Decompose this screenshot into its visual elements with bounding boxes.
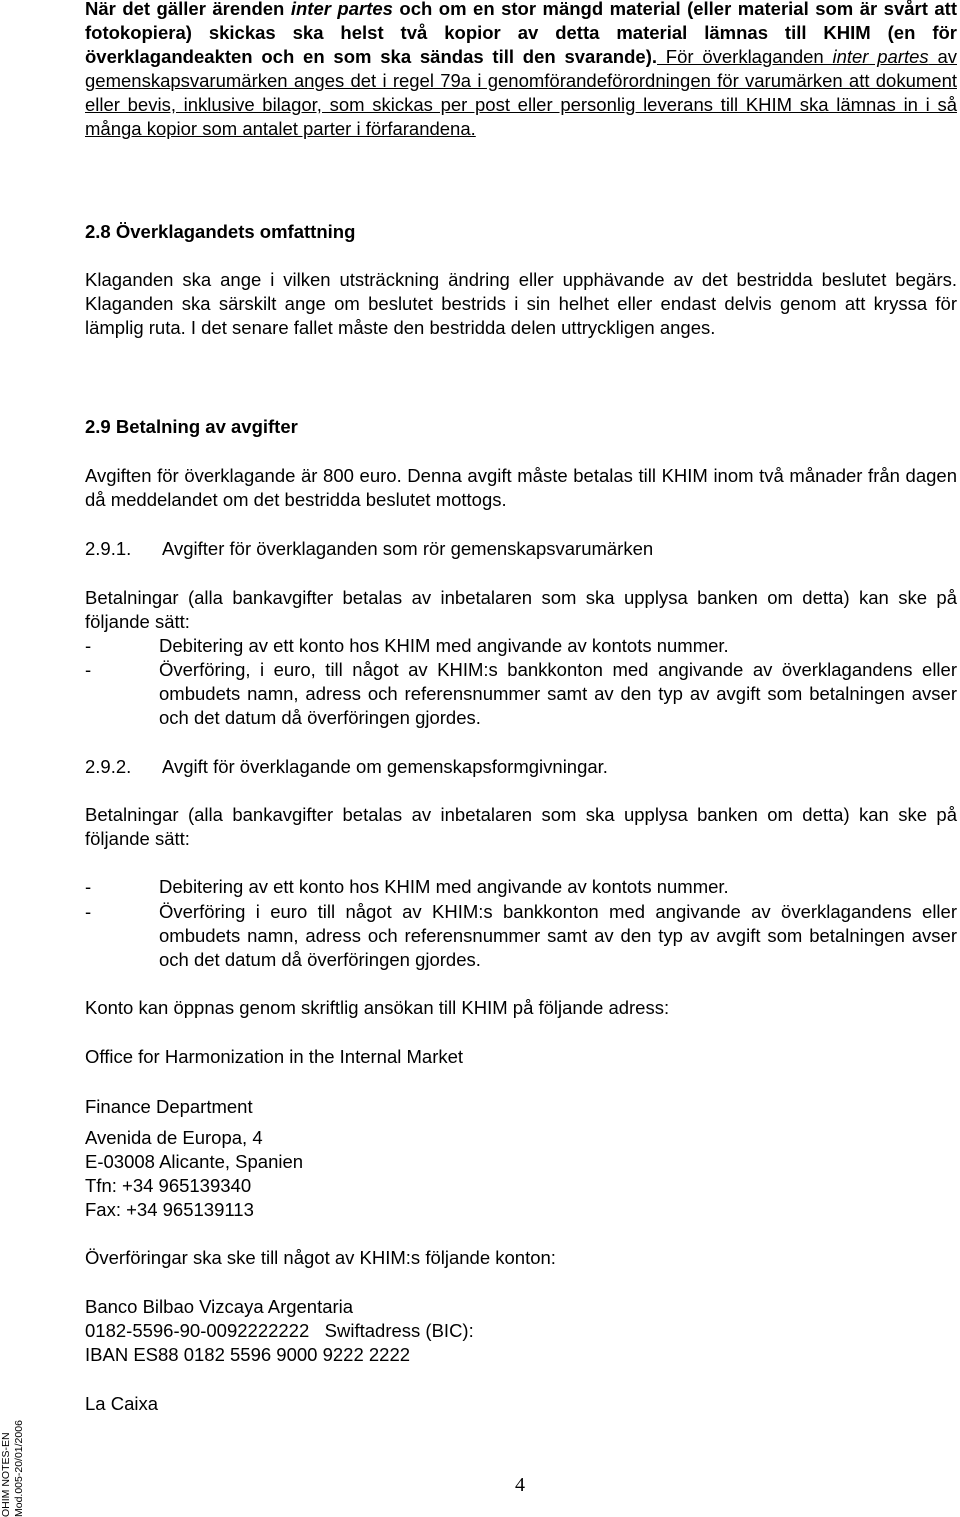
list-item: - Överföring i euro till något av KHIM:s bankkonton med angivande av överklagandens eller ombudets namn, adress och referensnummer samt av den typ av avgift som betalningen avser och det datum då överföringen gjordes. [85,901,957,970]
bank1-iban: IBAN ES88 0182 5596 9000 9222 2222 [85,1344,411,1365]
intro-paragraph [85,0,957,141]
account-open-text: Konto kan öppnas genom skriftlig ansökan till KHIM på följande adress: [85,997,670,1018]
list-item: - Debitering av ett konto hos KHIM med angivande av kontots nummer. [85,876,729,897]
section-2-8-text: Klaganden ska ange i vilken utsträckning ändring eller upphävande av det bestridda beslutet begärs. Klaganden ska särskilt ange om beslutet bestrids i sin helhet eller endast delvis genom att kryssa för lämplig ruta. I det senare fallet måste den bestridda delen uttryckligen anges. [85,269,957,338]
section-2-9-1-heading: 2.9.1. Avgifter för överklaganden som rör gemenskapsvarumärken [85,538,654,559]
list-item: - Debitering av ett konto hos KHIM med angivande av kontots nummer. [85,635,729,656]
section-2-9-text: Avgiften för överklagande är 800 euro. Denna avgift måste betalas till KHIM inom två månader från dagen då meddelandet om det bestridda beslutet mottogs. [85,465,957,510]
intro-underlined-text: För överklaganden inter partes av gemenskapsvarumärken anges det i regel 79a i genomförandeförordningen för varumärken att dokument eller bevis, inklusive bilagor, som skickas per post eller personlig leverans till KHIM ska lämnas in i så många kopior som antalet parter i förfarandena. [85,46,957,139]
section-2-8-heading: 2.8 Överklagandets omfattning [85,221,356,242]
page-number: 4 [515,1474,525,1496]
bank1-name: Banco Bilbao Vizcaya Argentaria [85,1296,354,1317]
section-2-9-1-text: Betalningar (alla bankavgifter betalas av inbetalaren som ska upplysa banken om detta) kan ske på följande sätt: [85,587,957,632]
intro-bold-text: När det gäller ärenden inter partes och om en stor mängd material (eller material som är svårt att fotokopiera) skickas ska helst två kopior av detta material lämnas till KHIM (en för överklagandeakten och en som ska sändas till den svarande). [85,0,958,67]
section-2-9-heading: 2.9 Betalning av avgifter [85,416,298,437]
side-footer-note: OHIM NOTES-EN Mod.005-20/01/2006 [0,1420,25,1517]
address-dept: Finance Department [85,1096,253,1117]
bank1-account: 0182-5596-90-0092222222 Swiftadress (BIC): [85,1320,474,1341]
address-city: E-03008 Alicante, Spanien [85,1151,304,1172]
address-phone: Tfn: +34 965139340 [85,1175,252,1196]
section-2-9-2-text: Betalningar (alla bankavgifter betalas av inbetalaren som ska upplysa banken om detta) kan ske på följande sätt: [85,804,957,849]
address-org: Office for Harmonization in the Internal Market [85,1046,464,1067]
bank2-name: La Caixa [85,1393,159,1414]
list-item: - Överföring, i euro, till något av KHIM:s bankkonton med angivande av överklagandens eller ombudets namn, adress och referensnummer samt av den typ av avgift som betalningen avser och det datum då överföringen gjordes. [85,659,957,728]
address-fax: Fax: +34 965139113 [85,1199,254,1220]
address-street: Avenida de Europa, 4 [85,1127,263,1148]
section-2-9-2-heading: 2.9.2. Avgift för överklagande om gemenskapsformgivningar. [85,756,608,777]
transfer-intro: Överföringar ska ske till något av KHIM:s följande konton: [85,1247,556,1268]
